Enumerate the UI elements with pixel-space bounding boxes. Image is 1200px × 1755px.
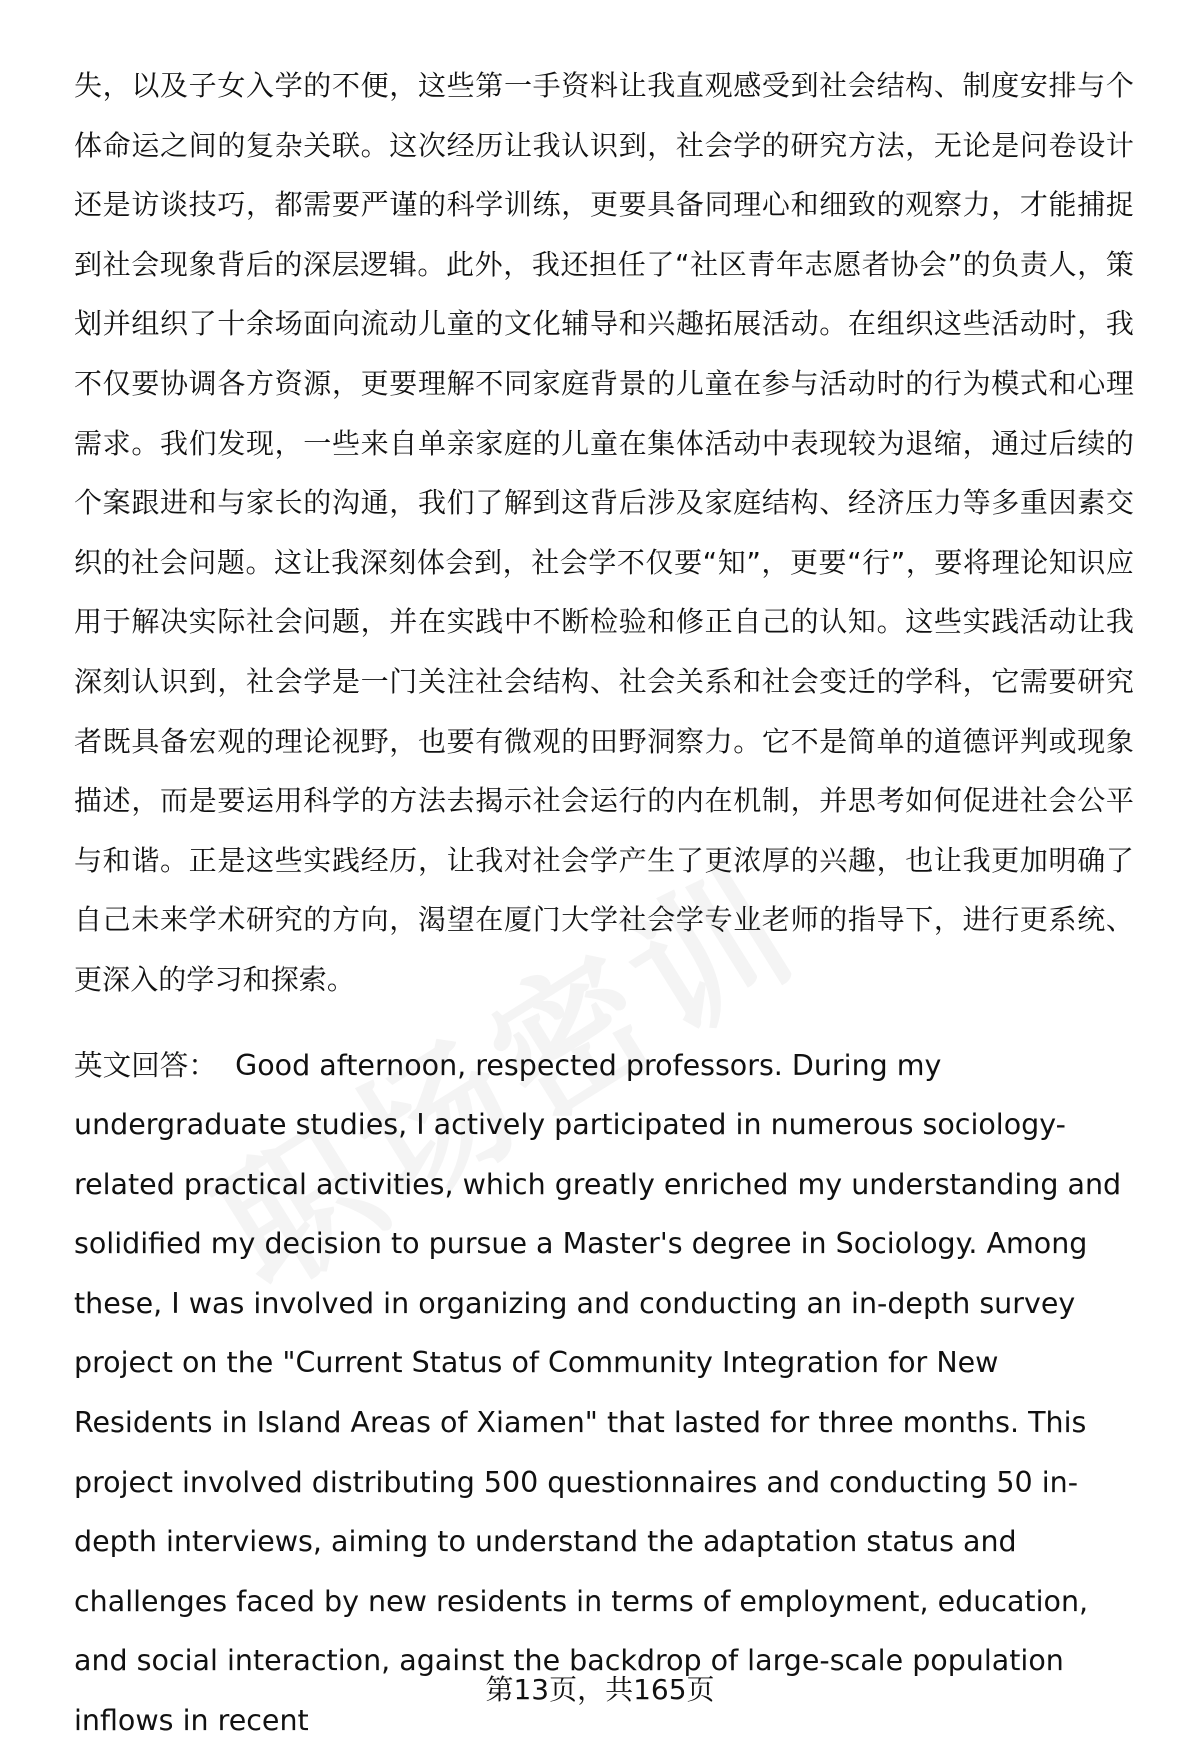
page-number-footer: 第13页，共165页: [485, 1673, 715, 1706]
document-body: [74, 56, 1134, 1751]
english-answer-paragraph: [74, 1036, 1134, 1751]
english-answer-text: Good afternoon, respected professors. During my undergraduate studies, I actively participated in numerous sociology-related practical activities, which greatly enriched my understanding and solidified my decision to pursue a Master's degree in Sociology. Among these, I was involved in organizing and conducting an in-depth survey project on the "Current Status of Community Integration for New Residents in Island Areas of Xiamen" that lasted for three months. This project involved distributing 500 questionnaires and conducting 50 in-depth interviews, aiming to understand the adaptation status and challenges faced by new residents in terms of employment, education, and social interaction, against the backdrop of large-scale population inflows in recent: [74, 1048, 1122, 1738]
chinese-answer-paragraph: 失，以及子女入学的不便，这些第一手资料让我直观感受到社会结构、制度安排与个体命运之间的复杂关联。这次经历让我认识到，社会学的研究方法，无论是问卷设计还是访谈技巧，都需要严谨的科学训练，更要具备同理心和细致的观察力，才能捕捉到社会现象背后的深层逻辑。此外，我还担任了“社区青年志愿者协会”的负责人，策划并组织了十余场面向流动儿童的文化辅导和兴趣拓展活动。在组织这些活动时，我不仅要协调各方资源，更要理解不同家庭背景的儿童在参与活动时的行为模式和心理需求。我们发现，一些来自单亲家庭的儿童在集体活动中表现较为退缩，通过后续的个案跟进和与家长的沟通，我们了解到这背后涉及家庭结构、经济压力等多重因素交织的社会问题。这让我深刻体会到，社会学不仅要“知”，更要“行”，要将理论知识应用于解决实际社会问题，并在实践中不断检验和修正自己的认知。这些实践活动让我深刻认识到，社会学是一门关注社会结构、社会关系和社会变迁的学科，它需要研究者既具备宏观的理论视野，也要有微观的田野洞察力。它不是简单的道德评判或现象描述，而是要运用科学的方法去揭示社会运行的内在机制，并思考如何促进社会公平与和谐。正是这些实践经历，让我对社会学产生了更浓厚的兴趣，也让我更加明确了自己未来学术研究的方向，渴望在厦门大学社会学专业老师的指导下，进行更系统、更深入的学习和探索。: [74, 69, 1134, 996]
english-answer-label: 英文回答：: [74, 1048, 218, 1082]
